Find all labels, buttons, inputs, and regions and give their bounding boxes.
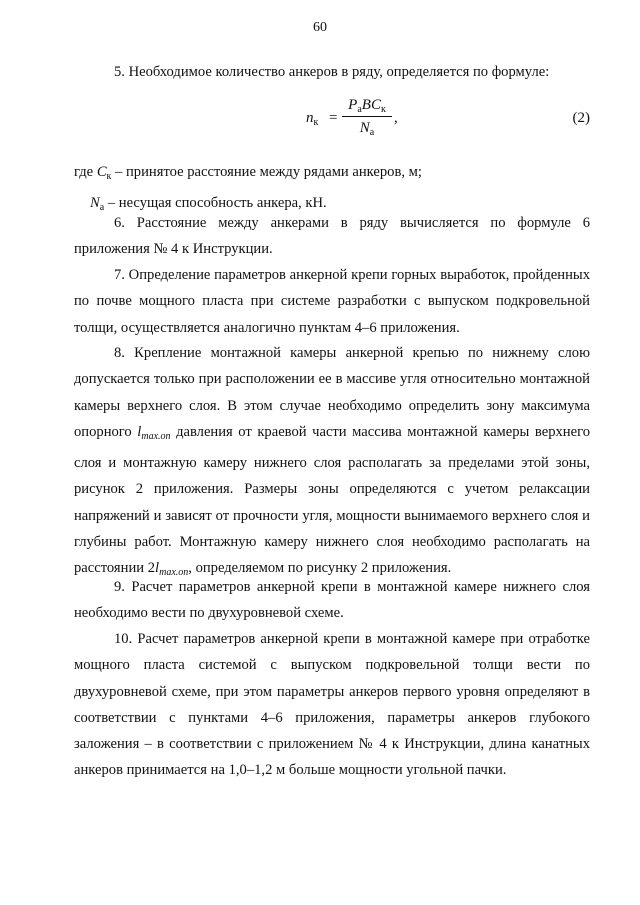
item-8 bbox=[74, 340, 590, 587]
item-10 bbox=[74, 626, 590, 784]
formula-lhs: $n_к$ bbox=[306, 110, 319, 128]
item-6 bbox=[74, 210, 590, 263]
item-7 bbox=[74, 262, 590, 341]
fraction-bar bbox=[342, 116, 392, 117]
equation-number: (2) bbox=[572, 110, 590, 126]
formula-numerator: $P_аBC_к$ bbox=[348, 97, 386, 115]
where-line-ck: где $C_к$ – принятое расстояние между рядами анкеров, м; bbox=[74, 164, 422, 182]
formula-fraction bbox=[342, 96, 392, 137]
item-6-text: 6. Расстояние между анкерами в ряду вычисляется по формуле 6 приложения № 4 к Инструкции. bbox=[74, 215, 590, 258]
item-7-text: 7. Определение параметров анкерной крепи горных выработок, пройденных по почве мощного пласта при системе разработки с выпуском подкровельной толщи, осуществляется аналогично пунктам 4–6 приложения. bbox=[74, 267, 590, 336]
item-5 bbox=[74, 59, 590, 85]
item-9 bbox=[74, 574, 590, 627]
item-10-text: 10. Расчет параметров анкерной крепи в монтажной камере при отработке мощного пласта системой с выпуском подкровельной толщи вести по двухуровневой схеме, при этом параметры анкеров первого уровня определяют в соответствии с пунктами 4–6 приложения, параметры анкеров глубокого заложения – в соответствии с приложением № 4 к Инструкции, длина канатных анкеров принимается на 1,0–1,2 м больше мощности угольной пачки. bbox=[74, 631, 590, 779]
formula-equals: = bbox=[329, 110, 338, 126]
formula-2 bbox=[74, 96, 590, 146]
item-8-text: 8. Крепление монтажной камеры анкерной крепью по нижнему слою допускается только при расположении ее в массиве угля относительно монтажной камеры верхнего слоя. В этом случае необходимо определить зону максимума опорного $l_{max.оп}$ давления от краевой части массива монтажной камеры верхнего слоя и монтажную камеру нижнего слоя располагать за пределами этой зоны, рисунок 2 приложения. Размеры зоны определяются с учетом релаксации напряжений и зависят от прочности угля, мощности вынимаемого верхнего слоя и глубины работ. Монтажную камеру нижнего слоя необходимо располагать на расстоянии $2l_{max.оп}$, определяемом по рисунку 2 приложения. bbox=[74, 345, 590, 579]
item-5-text: 5. Необходимое количество анкеров в ряду, определяется по формуле: bbox=[114, 64, 550, 80]
where-line-na: $N_а$ – несущая способность анкера, кН. bbox=[90, 195, 327, 214]
page-number: 60 bbox=[313, 20, 327, 35]
formula-denominator: $N_а$ bbox=[359, 120, 375, 138]
formula-comma: , bbox=[394, 110, 398, 126]
item-9-text: 9. Расчет параметров анкерной крепи в монтажной камере нижнего слоя необходимо вести по двухуровневой схеме. bbox=[74, 579, 590, 622]
